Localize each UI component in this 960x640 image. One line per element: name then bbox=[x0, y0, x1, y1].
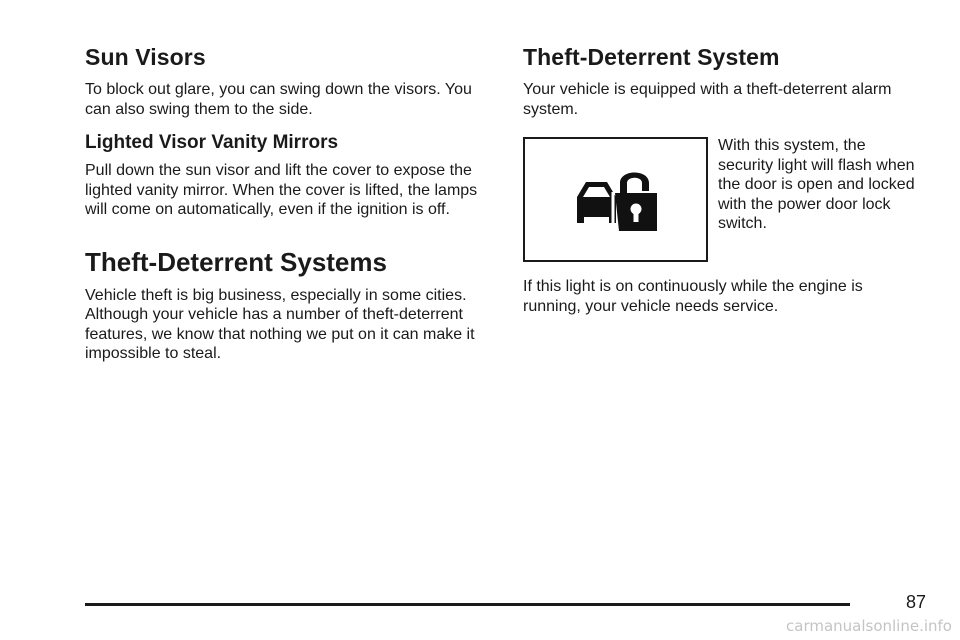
security-light-car-padlock-icon bbox=[573, 165, 663, 235]
theft-system-intro: Your vehicle is equipped with a theft-deterrent alarm system. bbox=[523, 81, 892, 118]
right-column bbox=[523, 42, 918, 316]
service-paragraph: If this light is on continuously while the engine is running, your vehicle needs service. bbox=[523, 278, 863, 315]
sun-visors-paragraph: To block out glare, you can swing down the visors. You can also swing them to the side. bbox=[85, 81, 472, 118]
watermark: carmanualsonline.info bbox=[786, 617, 952, 635]
theft-systems-paragraph: Vehicle theft is big business, especially in some cities. Although your vehicle has a number of theft-deterrent features, we know that nothing we put on it can make it impossible to steal. bbox=[85, 286, 475, 362]
theft-systems-heading: Theft-Deterrent Systems bbox=[85, 246, 387, 277]
left-column bbox=[85, 42, 485, 364]
page-number: 87 bbox=[905, 592, 926, 612]
theft-system-heading: Theft-Deterrent System bbox=[523, 44, 780, 70]
sun-visors-heading: Sun Visors bbox=[85, 44, 206, 70]
security-light-description: With this system, the security light will flash when the door is open and locked with the power door lock switch. bbox=[718, 137, 915, 232]
vanity-mirrors-heading: Lighted Visor Vanity Mirrors bbox=[85, 132, 339, 153]
vanity-mirrors-paragraph: Pull down the sun visor and lift the cover to expose the lighted vanity mirror. When the cover is lifted, the lamps will come on automatically, even if the ignition is off. bbox=[85, 162, 478, 218]
footer-rule bbox=[85, 603, 850, 606]
security-light-icon-frame bbox=[523, 137, 708, 262]
security-light-figure bbox=[523, 137, 918, 277]
